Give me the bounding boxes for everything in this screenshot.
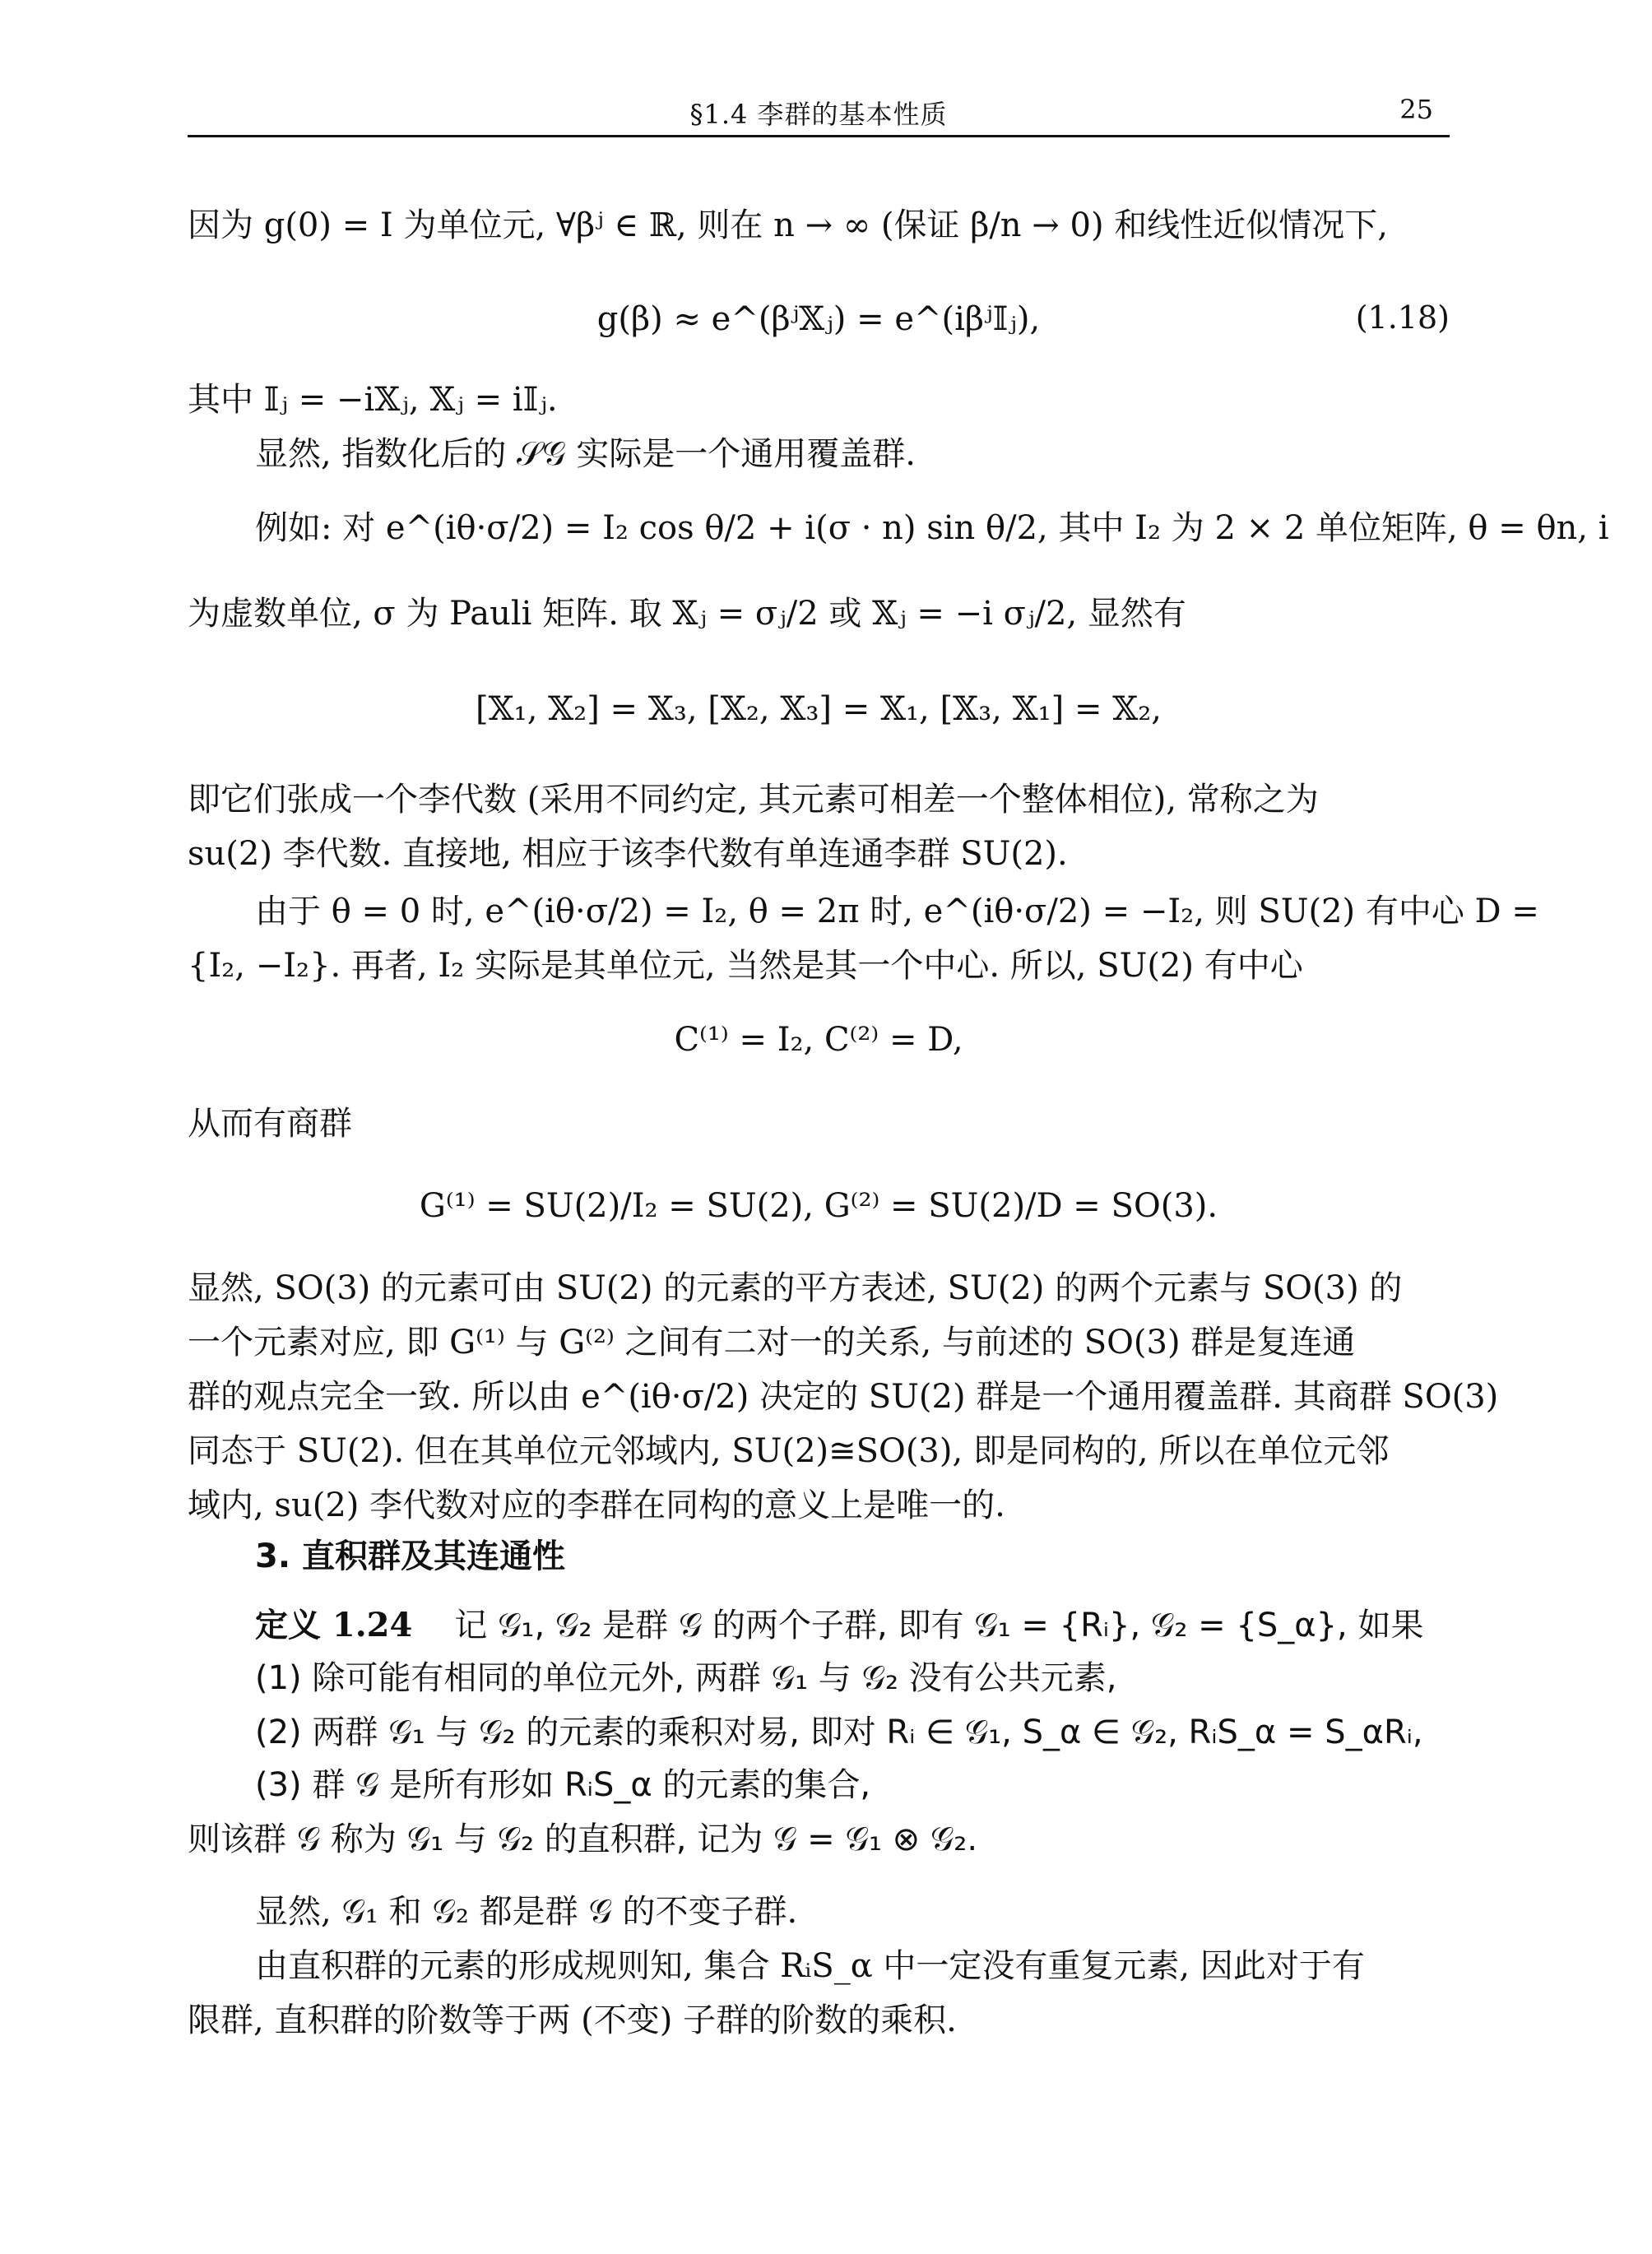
definition-line <box>255 1604 1450 1647</box>
paragraph-line: 由直积群的元素的形成规则知, 集合 RᵢS_α 中一定没有重复元素, 因此对于有 <box>255 1947 1365 1985</box>
paragraph-line: 同态于 SU(2). 但在其单位元邻域内, SU(2)≅SO(3), 即是同构的, 所以在单位元邻 <box>188 1432 1390 1470</box>
paragraph-line: 因为 g(0) = I 为单位元, ∀βʲ ∈ ℝ, 则在 n → ∞ (保证 β/n → 0) 和线性近似情况下, <box>188 206 1388 244</box>
paragraph-line: 限群, 直积群的阶数等于两 (不变) 子群的阶数的乘积. <box>188 2001 957 2039</box>
center-equation: C⁽¹⁾ = I₂, C⁽²⁾ = D, <box>674 1021 963 1059</box>
paragraph-line: 例如: 对 e^(iθ·σ/2) = I₂ cos θ/2 + i(σ · n) sin θ/2, 其中 I₂ 为 2 × 2 单位矩阵, θ = θn, i <box>255 509 1609 547</box>
paragraph-line: 从而有商群 <box>188 1105 352 1143</box>
paragraph-line: 一个元素对应, 即 G⁽¹⁾ 与 G⁽²⁾ 之间有二对一的关系, 与前述的 SO(3) 群是复连通 <box>188 1324 1356 1361</box>
definition-item: (1) 除可能有相同的单位元外, 两群 𝒢₁ 与 𝒢₂ 没有公共元素, <box>255 1659 1117 1697</box>
running-header <box>188 89 1450 137</box>
equation-1-18: g(β) ≈ e^(βʲ𝕏ⱼ) = e^(iβʲ𝕀ⱼ), <box>596 300 1041 338</box>
equation-number: (1.18) <box>1355 299 1450 336</box>
paragraph-line: 显然, SO(3) 的元素可由 SU(2) 的元素的平方表述, SU(2) 的两个元素与 SO(3) 的 <box>188 1269 1403 1307</box>
paragraph-line: 显然, 𝒢₁ 和 𝒢₂ 都是群 𝒢 的不变子群. <box>255 1893 798 1931</box>
paragraph-line: 由于 θ = 0 时, e^(iθ·σ/2) = I₂, θ = 2π 时, e^(iθ·σ/2) = −I₂, 则 SU(2) 有中心 D = <box>255 893 1539 930</box>
header-title: §1.4 李群的基本性质 <box>689 99 948 130</box>
paragraph-line: 群的观点完全一致. 所以由 e^(iθ·σ/2) 决定的 SU(2) 群是一个通用覆盖群. 其商群 SO(3) <box>188 1378 1499 1416</box>
definition-text: 记 𝒢₁, 𝒢₂ 是群 𝒢 的两个子群, 即有 𝒢₁ = {Rᵢ}, 𝒢₂ = {S_α}, 如果 <box>454 1607 1424 1644</box>
definition-item: (3) 群 𝒢 是所有形如 RᵢS_α 的元素的集合, <box>255 1766 871 1804</box>
section-heading: 3. 直积群及其连通性 <box>255 1537 565 1575</box>
paragraph-line: {I₂, −I₂}. 再者, I₂ 实际是其单位元, 当然是其一个中心. 所以, SU(2) 有中心 <box>188 947 1303 985</box>
paragraph-line: 显然, 指数化后的 𝒮𝒢 实际是一个通用覆盖群. <box>255 435 916 473</box>
paragraph-line: 其中 𝕀ⱼ = −i𝕏ⱼ, 𝕏ⱼ = i𝕀ⱼ. <box>188 381 558 419</box>
paragraph-line: 域内, su(2) 李代数对应的李群在同构的意义上是唯一的. <box>188 1486 1005 1524</box>
definition-conclusion: 则该群 𝒢 称为 𝒢₁ 与 𝒢₂ 的直积群, 记为 𝒢 = 𝒢₁ ⊗ 𝒢₂. <box>188 1820 978 1858</box>
commutator-equation: [𝕏₁, 𝕏₂] = 𝕏₃, [𝕏₂, 𝕏₃] = 𝕏₁, [𝕏₃, 𝕏₁] = 𝕏₂, <box>476 690 1162 728</box>
paragraph-line: su(2) 李代数. 直接地, 相应于该李代数有单连通李群 SU(2). <box>188 835 1068 873</box>
definition-label: 定义 1.24 <box>255 1606 413 1644</box>
quotient-equation: G⁽¹⁾ = SU(2)/I₂ = SU(2), G⁽²⁾ = SU(2)/D = SO(3). <box>419 1187 1218 1225</box>
paragraph-line: 为虚数单位, σ 为 Pauli 矩阵. 取 𝕏ⱼ = σⱼ/2 或 𝕏ⱼ = −i σⱼ/2, 显然有 <box>188 595 1186 633</box>
page-number: 25 <box>1399 94 1433 125</box>
paragraph-line: 即它们张成一个李代数 (采用不同约定, 其元素可相差一个整体相位), 常称之为 <box>188 781 1319 819</box>
definition-item: (2) 两群 𝒢₁ 与 𝒢₂ 的元素的乘积对易, 即对 Rᵢ ∈ 𝒢₁, S_α ∈ 𝒢₂, RᵢS_α = S_αRᵢ, <box>255 1714 1423 1751</box>
